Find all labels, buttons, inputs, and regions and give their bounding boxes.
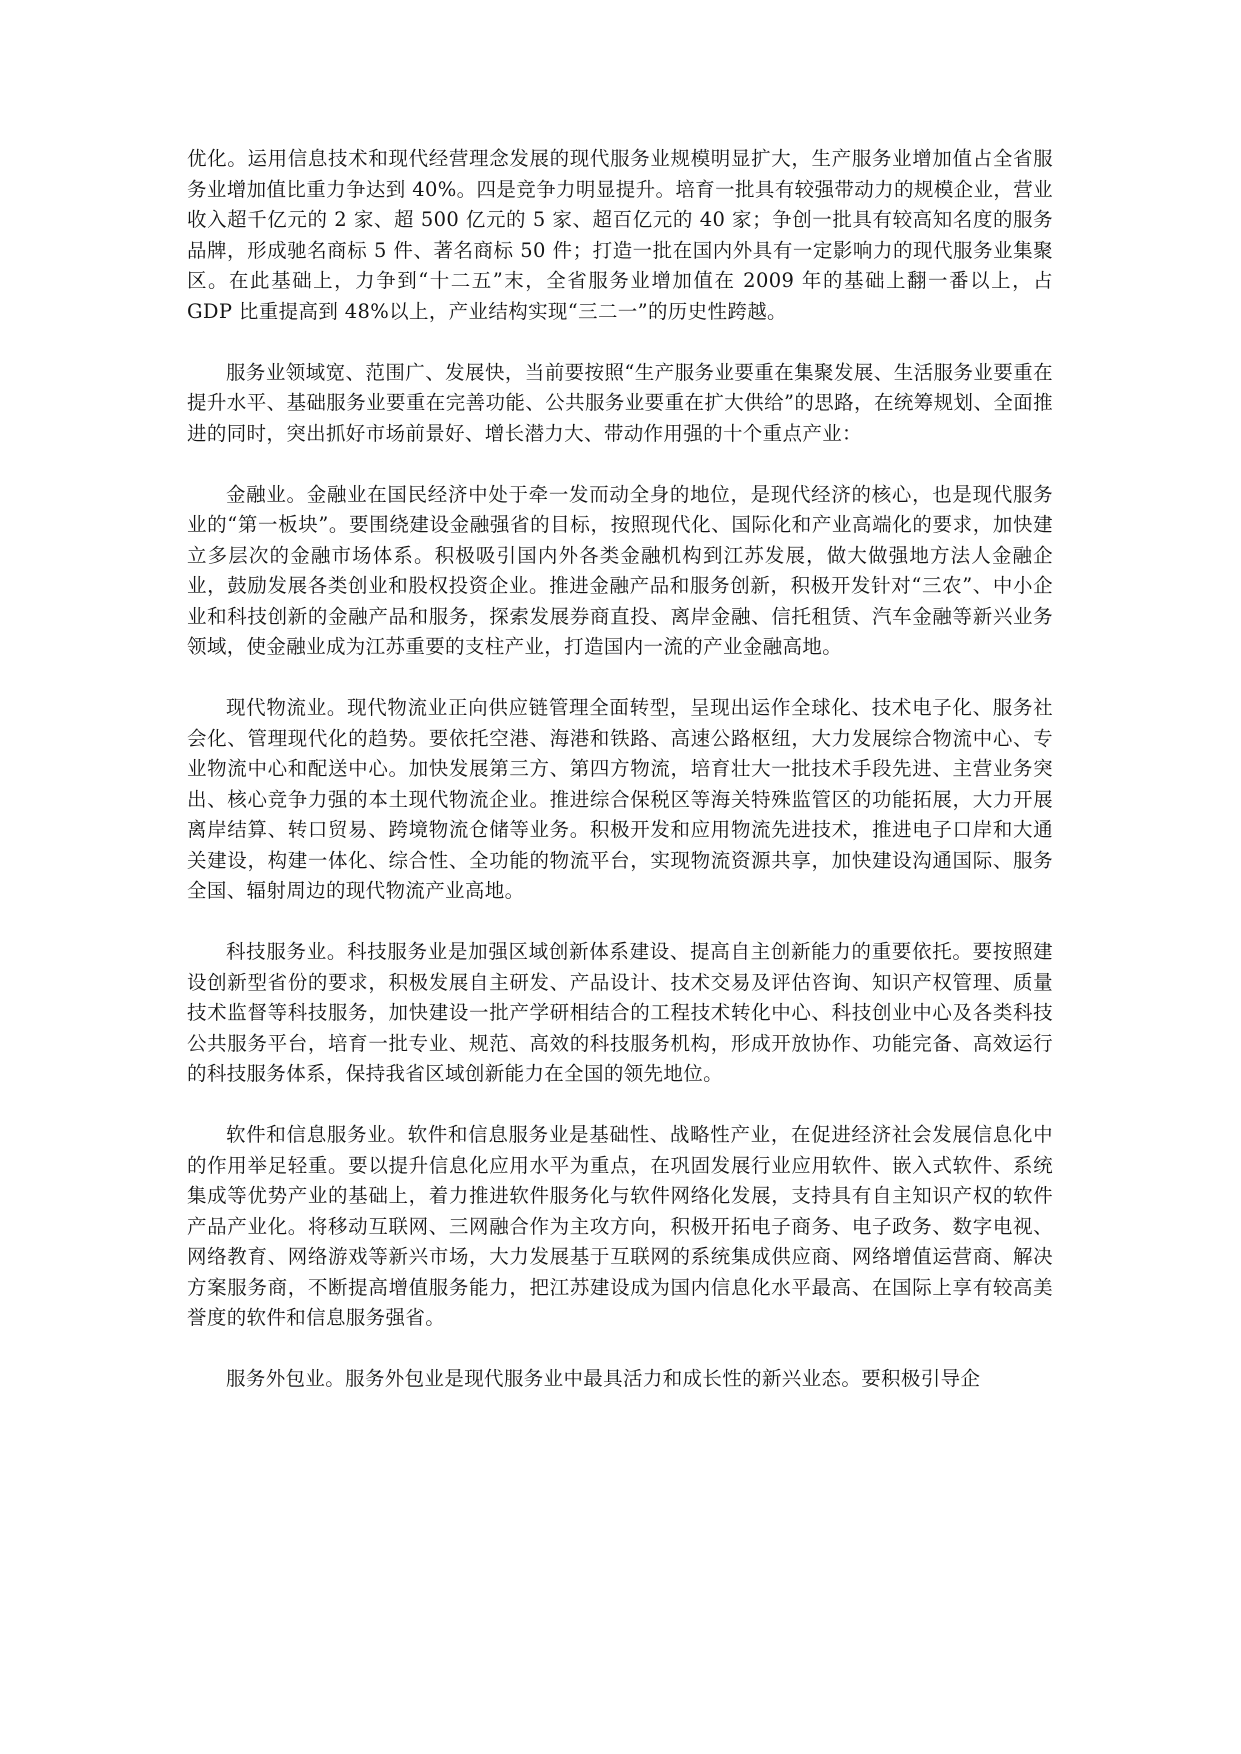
paragraph-tech-services: 科技服务业。科技服务业是加强区域创新体系建设、提高自主创新能力的重要依托。要按照建设创新型省份的要求，积极发展自主研发、产品设计、技术交易及评估咨询、知识产权管理、质量技术监督等科技服务，加快建设一批产学研相结合的工程技术转化中心、科技创业中心及各类科技公共服务平台，培育一批专业、规范、高效的科技服务机构，形成开放协作、功能完备、高效运行的科技服务体系，保持我省区域创新能力在全国的领先地位。	[187, 940, 1053, 1085]
paragraph-logistics: 现代物流业。现代物流业正向供应链管理全面转型，呈现出运作全球化、技术电子化、服务社会化、管理现代化的趋势。要依托空港、海港和铁路、高速公路枢纽，大力发展综合物流中心、专业物流中心和配送中心。加快发展第三方、第四方物流，培育壮大一批技术手段先进、主营业务突出、核心竞争力强的本土现代物流企业。推进综合保税区等海关特殊监管区的功能拓展，大力开展离岸结算、转口贸易、跨境物流仓储等业务。积极开发和应用物流先进技术，推进电子口岸和大通关建设，构建一体化、综合性、全功能的物流平台，实现物流资源共享，加快建设沟通国际、服务全国、辐射周边的现代物流产业高地。	[187, 696, 1053, 902]
paragraph-finance: 金融业。金融业在国民经济中处于牵一发而动全身的地位，是现代经济的核心，也是现代服务业的“第一板块”。要围绕建设金融强省的目标，按照现代化、国际化和产业高端化的要求，加快建立多层次的金融市场体系。积极吸引国内外各类金融机构到江苏发展，做大做强地方法人金融企业，鼓励发展各类创业和股权投资企业。推进金融产品和服务创新，积极开发针对“三农”、中小企业和科技创新的金融产品和服务，探索发展券商直投、离岸金融、信托租赁、汽车金融等新兴业务领域，使金融业成为江苏重要的支柱产业，打造国内一流的产业金融高地。	[187, 482, 1053, 658]
paragraph-software-info: 软件和信息服务业。软件和信息服务业是基础性、战略性产业，在促进经济社会发展信息化中的作用举足轻重。要以提升信息化应用水平为重点，在巩固发展行业应用软件、嵌入式软件、系统集成等优势产业的基础上，着力推进软件服务化与软件网络化发展，支持具有自主知识产权的软件产品产业化。将移动互联网、三网融合作为主攻方向，积极开拓电子商务、电子政务、数字电视、网络教育、网络游戏等新兴市场，大力发展基于互联网的系统集成供应商、网络增值运营商、解决方案服务商，不断提高增值服务能力，把江苏建设成为国内信息化水平最高、在国际上享有较高美誉度的软件和信息服务强省。	[187, 1123, 1053, 1329]
body-text	[187, 144, 1053, 1395]
paragraph-service-industry-overview: 服务业领域宽、范围广、发展快，当前要按照“生产服务业要重在集聚发展、生活服务业要重在提升水平、基础服务业要重在完善功能、公共服务业要重在扩大供给”的思路，在统筹规划、全面推进的同时，突出抓好市场前景好、增长潜力大、带动作用强的十个重点产业：	[187, 360, 1053, 445]
paragraph-continuation: 优化。运用信息技术和现代经营理念发展的现代服务业规模明显扩大，生产服务业增加值占全省服务业增加值比重力争达到 40%。四是竞争力明显提升。培育一批具有较强带动力的规模企业，营业收入超千亿元的 2 家、超 500 亿元的 5 家、超百亿元的 40 家；争创一批具有较高知名度的服务品牌，形成驰名商标 5 件、著名商标 50 件；打造一批在国内外具有一定影响力的现代服务业集聚区。在此基础上，力争到“十二五”末，全省服务业增加值在 2009 年的基础上翻一番以上，占 GDP 比重提高到 48%以上，产业结构实现“三二一”的历史性跨越。	[187, 147, 1053, 323]
paragraph-outsourcing: 服务外包业。服务外包业是现代服务业中最具活力和成长性的新兴业态。要积极引导企	[226, 1367, 981, 1390]
